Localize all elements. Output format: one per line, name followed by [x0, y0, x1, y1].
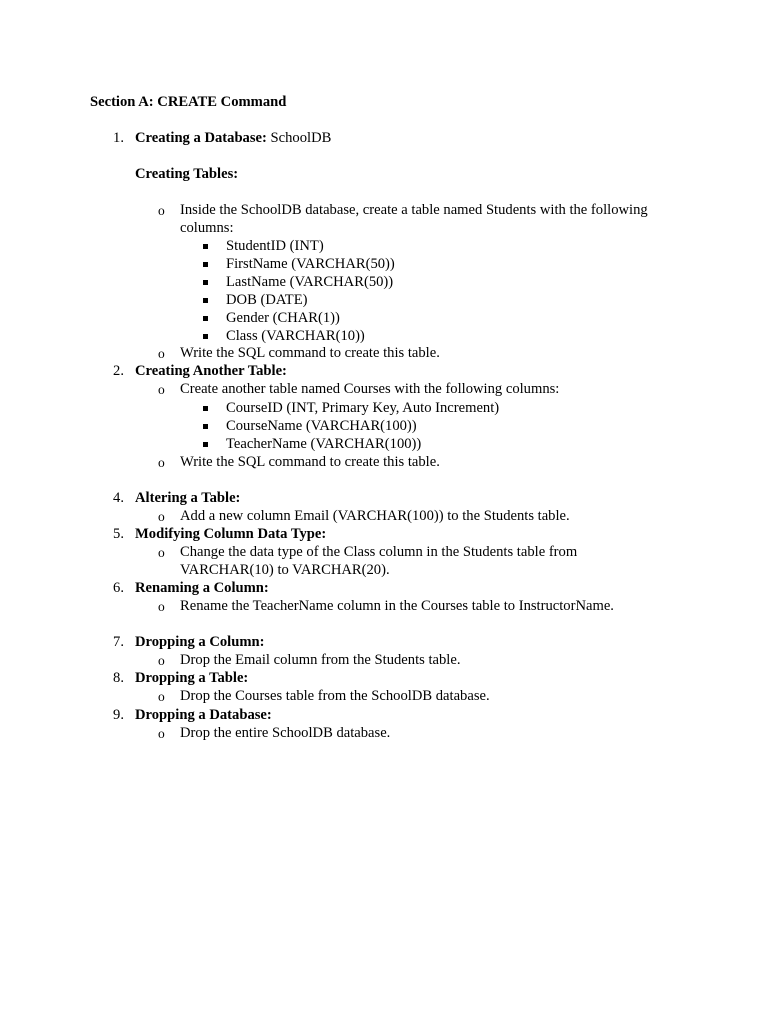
item-number-2: 2. [113, 363, 124, 379]
section-title: Section A: CREATE Command [90, 94, 287, 110]
item-number-8: 8. [113, 670, 124, 686]
circle-bullet-icon: o [158, 382, 165, 397]
column-item: Class (VARCHAR(10)) [226, 328, 365, 344]
task-text-continued: columns: [180, 220, 234, 236]
task-text-continued: VARCHAR(10) to VARCHAR(20). [180, 562, 390, 578]
task-text: Write the SQL command to create this table. [180, 345, 440, 361]
task-text: Drop the Email column from the Students table. [180, 652, 461, 668]
task-text: Drop the Courses table from the SchoolDB database. [180, 688, 490, 704]
square-bullet-icon [203, 316, 208, 321]
task-text: Rename the TeacherName column in the Courses table to InstructorName. [180, 598, 614, 614]
circle-bullet-icon: o [158, 689, 165, 704]
square-bullet-icon [203, 262, 208, 267]
item-label: Modifying Column Data Type: [135, 526, 327, 542]
square-bullet-icon [203, 442, 208, 447]
circle-bullet-icon: o [158, 203, 165, 218]
item-label: Dropping a Table: [135, 670, 249, 686]
item-number-7: 7. [113, 634, 124, 650]
square-bullet-icon [203, 406, 208, 411]
circle-bullet-icon: o [158, 545, 165, 560]
square-bullet-icon [203, 298, 208, 303]
circle-bullet-icon: o [158, 455, 165, 470]
task-text: Create another table named Courses with the following columns: [180, 381, 560, 397]
item-number-1: 1. [113, 130, 124, 146]
circle-bullet-icon: o [158, 726, 165, 741]
column-item: FirstName (VARCHAR(50)) [226, 256, 395, 272]
item-label: Renaming a Column: [135, 580, 269, 596]
item-number-6: 6. [113, 580, 124, 596]
item-label: Creating Another Table: [135, 363, 287, 379]
task-text: Write the SQL command to create this table. [180, 454, 440, 470]
column-item: Gender (CHAR(1)) [226, 310, 340, 326]
column-item: StudentID (INT) [226, 238, 324, 254]
database-name: SchoolDB [270, 130, 332, 146]
item-label: Altering a Table: [135, 490, 241, 506]
square-bullet-icon [203, 244, 208, 249]
task-text: Inside the SchoolDB database, create a table named Students with the following [180, 202, 648, 218]
circle-bullet-icon: o [158, 653, 165, 668]
column-item: DOB (DATE) [226, 292, 308, 308]
item-label: Creating a Database: [135, 130, 267, 146]
item-label: Dropping a Database: [135, 707, 272, 723]
circle-bullet-icon: o [158, 509, 165, 524]
square-bullet-icon [203, 424, 208, 429]
task-text: Add a new column Email (VARCHAR(100)) to the Students table. [180, 508, 570, 524]
square-bullet-icon [203, 334, 208, 339]
circle-bullet-icon: o [158, 599, 165, 614]
task-text: Drop the entire SchoolDB database. [180, 725, 391, 741]
subheading-creating-tables: Creating Tables: [135, 166, 239, 182]
column-item: TeacherName (VARCHAR(100)) [226, 436, 422, 452]
column-item: LastName (VARCHAR(50)) [226, 274, 394, 290]
square-bullet-icon [203, 280, 208, 285]
column-item: CourseID (INT, Primary Key, Auto Increment) [226, 400, 500, 416]
item-number-5: 5. [113, 526, 124, 542]
item-label: Dropping a Column: [135, 634, 265, 650]
column-item: CourseName (VARCHAR(100)) [226, 418, 417, 434]
item-number-4: 4. [113, 490, 124, 506]
task-text: Change the data type of the Class column in the Students table from [180, 544, 578, 560]
item-1-heading [135, 129, 331, 147]
item-number-9: 9. [113, 707, 124, 723]
circle-bullet-icon: o [158, 346, 165, 361]
